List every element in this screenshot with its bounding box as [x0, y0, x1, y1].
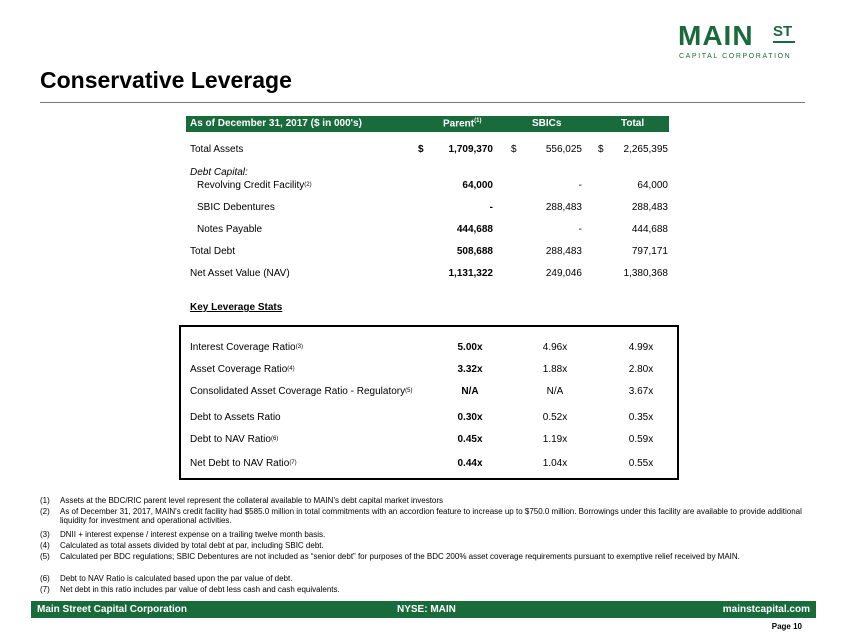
footnote-number: (3): [40, 530, 50, 539]
stat-label: Debt to Assets Ratio: [190, 412, 281, 423]
footnote-number: (6): [40, 574, 50, 583]
stat-sbics: 1.19x: [542, 434, 568, 445]
nav-sbics: 249,046: [545, 268, 582, 279]
stat-total: 0.59x: [628, 434, 654, 445]
notes-payable-label: Notes Payable: [197, 224, 263, 235]
footer-website: mainstcapital.com: [722, 604, 810, 615]
row-total-assets-label: Total Assets: [190, 144, 244, 155]
header-sbics: SBICs: [532, 118, 562, 129]
total-assets-total: 2,265,395: [623, 144, 668, 155]
logo-main-text: MAIN: [678, 20, 754, 51]
footnote-number: (7): [40, 585, 50, 594]
notes-total: 444,688: [631, 224, 668, 235]
dollar-sign: $: [598, 144, 604, 155]
table-header: [186, 116, 669, 132]
header-label: As of December 31, 2017 ($ in 000's): [190, 118, 362, 129]
footnote-text: Assets at the BDC/RIC parent level represent the collateral available to MAIN's debt capital market investors: [60, 496, 444, 505]
stat-parent: 0.44x: [457, 458, 483, 469]
revolving-total: 64,000: [637, 180, 668, 191]
stat-parent: 3.32x: [457, 364, 483, 375]
stat-total: 3.67x: [628, 386, 654, 397]
footnote-text: Calculated per BDC regulations; SBIC Debentures are not included as “senior debt” for purposes of the BDC 200% asset coverage requirements pursuant to exemptive relief received by MAIN.: [60, 552, 740, 561]
footnote-text: Debt to NAV Ratio is calculated based upon the par value of debt.: [60, 574, 293, 583]
footnote-number: (1): [40, 496, 50, 505]
sbic-deb-parent: -: [489, 202, 493, 213]
nav-parent: 1,131,322: [448, 268, 493, 279]
revolving-sbics: -: [578, 180, 582, 191]
stat-total: 4.99x: [628, 342, 654, 353]
stat-sbics: N/A: [546, 386, 564, 397]
stat-label: Asset Coverage Ratio$^{(4)}$: [190, 364, 295, 375]
total-debt-parent: 508,688: [456, 246, 493, 257]
key-leverage-stats-heading: Key Leverage Stats: [190, 302, 283, 313]
dollar-sign: $: [511, 144, 517, 155]
stat-total: 2.80x: [628, 364, 654, 375]
footer-bar: [31, 601, 816, 618]
total-assets-parent: 1,709,370: [448, 144, 493, 155]
notes-parent: 444,688: [456, 224, 493, 235]
page-title: Conservative Leverage: [40, 67, 292, 93]
total-debt-label: Total Debt: [190, 246, 236, 257]
stat-parent: 0.30x: [457, 412, 483, 423]
stat-total: 0.35x: [628, 412, 654, 423]
footnote-number: (5): [40, 552, 50, 561]
notes-sbics: -: [578, 224, 582, 235]
stat-parent: 5.00x: [457, 342, 483, 353]
total-assets-sbics: 556,025: [545, 144, 582, 155]
stat-total: 0.55x: [628, 458, 654, 469]
logo-st-text: ST: [773, 23, 793, 40]
sbic-debentures-label: SBIC Debentures: [197, 202, 275, 213]
header-parent: Parent$^{(1)}$: [443, 118, 482, 130]
footnote-text: As of December 31, 2017, MAIN's credit facility had $585.0 million in total commitments with an accordion feature to increase up to $750.0 million. Borrowings under this facility are available to provide additional liquidity for investment and operational activities.: [60, 507, 802, 525]
stat-label: Net Debt to NAV Ratio$^{(7)}$: [190, 458, 297, 469]
dollar-sign: $: [418, 144, 424, 155]
header-total: Total: [621, 118, 645, 129]
main-street-logo: [678, 22, 798, 62]
sbic-deb-sbics: 288,483: [545, 202, 582, 213]
revolving-label: Revolving Credit Facility$^{(2)}$: [197, 180, 312, 191]
stat-label: Interest Coverage Ratio$^{(3)}$: [190, 342, 303, 353]
nav-total: 1,380,368: [623, 268, 668, 279]
stat-label: Consolidated Asset Coverage Ratio - Regulatory$^{(5)}$: [190, 386, 413, 397]
footnote-number: (4): [40, 541, 50, 550]
revolving-parent: 64,000: [462, 180, 493, 191]
logo-subtitle: CAPITAL CORPORATION: [679, 53, 792, 60]
footer-company: Main Street Capital Corporation: [37, 604, 188, 615]
stat-parent: 0.45x: [457, 434, 483, 445]
stat-sbics: 4.96x: [542, 342, 568, 353]
title-divider: [40, 102, 805, 103]
total-debt-sbics: 288,483: [545, 246, 582, 257]
footer-ticker: NYSE: MAIN: [397, 604, 456, 615]
page-number: Page 10: [771, 622, 802, 631]
stat-label: Debt to NAV Ratio$^{(6)}$: [190, 434, 279, 445]
stat-sbics: 1.04x: [542, 458, 568, 469]
sbic-deb-total: 288,483: [631, 202, 668, 213]
stat-parent: N/A: [461, 386, 479, 397]
debt-capital-label: Debt Capital:: [190, 167, 248, 178]
stat-sbics: 1.88x: [542, 364, 568, 375]
footnote-text: Calculated as total assets divided by total debt at par, including SBIC debt.: [60, 541, 324, 550]
stat-sbics: 0.52x: [542, 412, 568, 423]
nav-label: Net Asset Value (NAV): [190, 268, 290, 279]
logo-underline: [773, 41, 795, 43]
footnote-text: Net debt in this ratio includes par value of debt less cash and cash equivalents.: [60, 585, 340, 594]
total-debt-total: 797,171: [631, 246, 668, 257]
footnote-number: (2): [40, 507, 50, 516]
footnote-text: DNII + interest expense / interest expense on a trailing twelve month basis.: [60, 530, 326, 539]
